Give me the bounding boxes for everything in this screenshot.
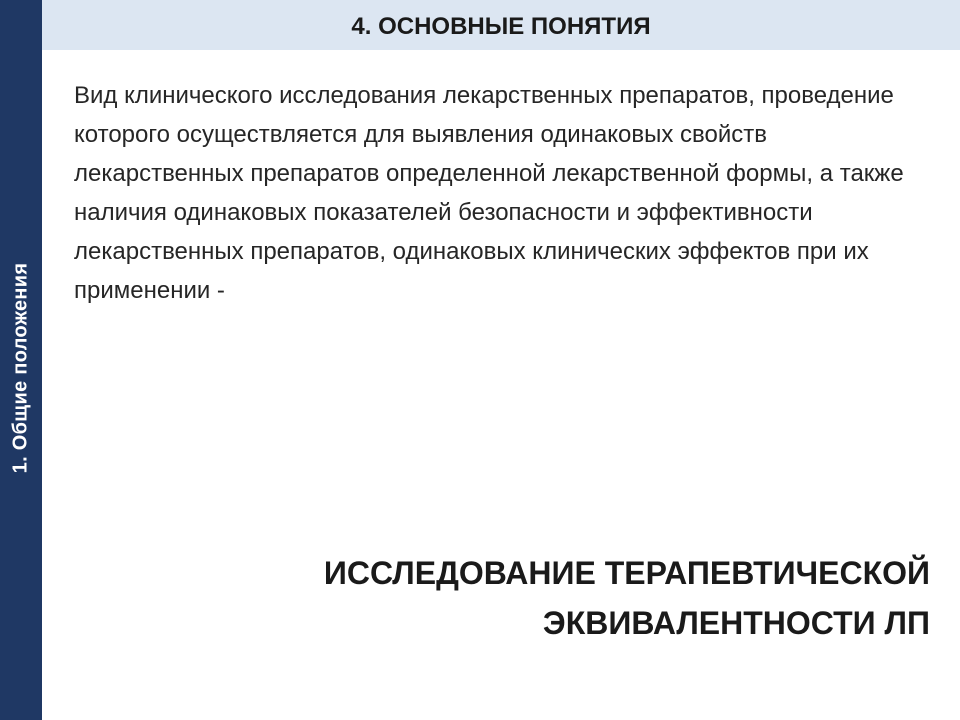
defined-term-line-1: ИССЛЕДОВАНИЕ ТЕРАПЕВТИЧЕСКОЙ [323,555,930,591]
definition-text: Вид клинического исследования лекарственных препаратов, проведение которого осуществляется для выявления одинаковых свойств лекарственных препаратов определенной лекарственной формы, а также наличия одинаковых показателей безопасности и эффективности лекарственных препаратов, одинаковых клинических эффектов при их применении - [74,82,904,304]
title-bar [42,0,960,50]
section-sidebar [0,0,42,720]
defined-term-line-2: ЭКВИВАЛЕНТНОСТИ ЛП [542,605,930,641]
section-label: 1. Общие положения [9,262,32,474]
slide-title: 4. ОСНОВНЫЕ ПОНЯТИЯ [351,13,651,40]
defined-term [150,548,930,648]
